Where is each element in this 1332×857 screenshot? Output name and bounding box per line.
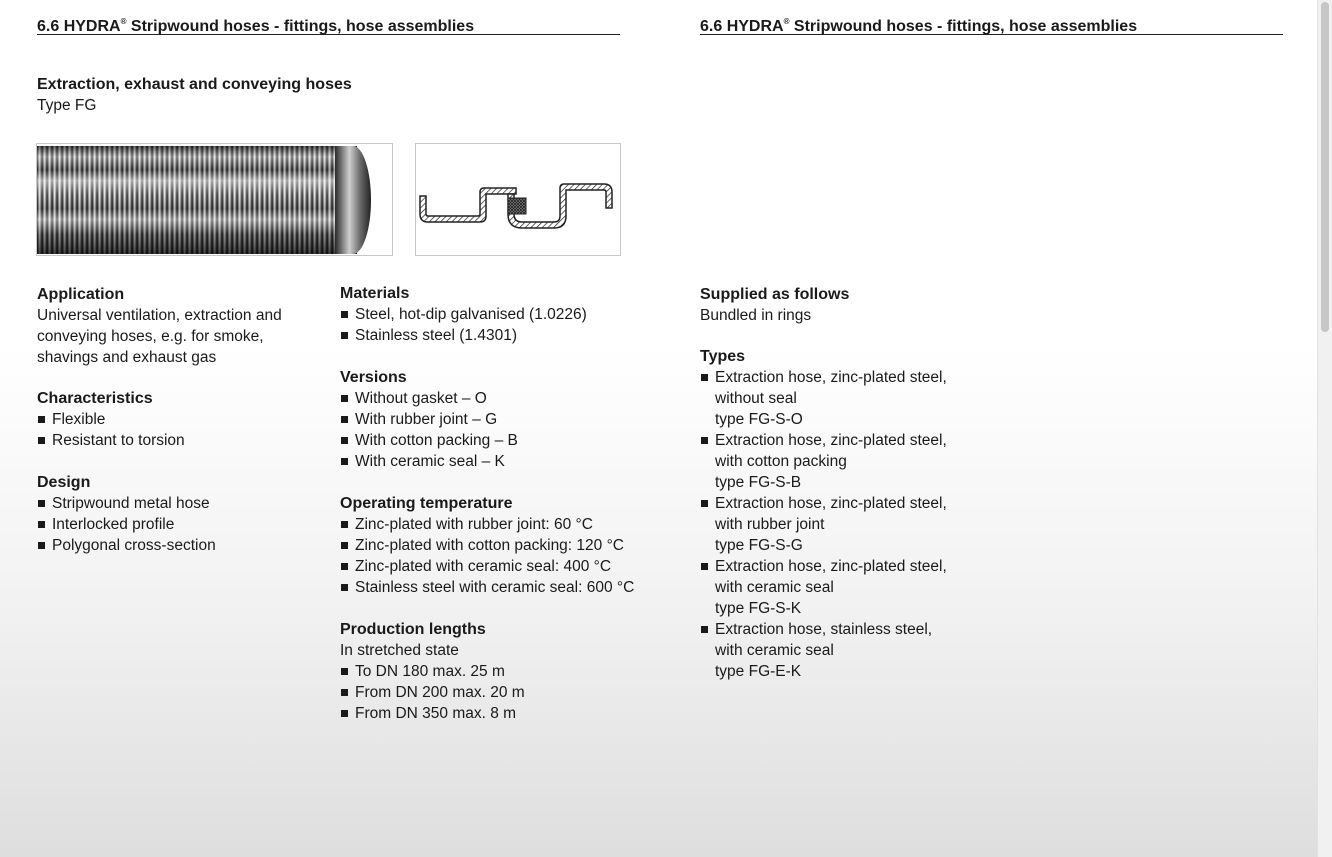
list-item: Stainless steel (1.4301)	[340, 325, 587, 346]
list-item: Interlocked profile	[37, 514, 216, 535]
type-line: Extraction hose, zinc-plated steel,	[715, 495, 947, 512]
product-heading	[37, 74, 352, 116]
type-line: Extraction hose, zinc-plated steel,	[715, 558, 947, 575]
application-line: conveying hoses, e.g. for smoke,	[37, 328, 264, 345]
supplied-section	[700, 284, 849, 326]
product-title: Extraction, exhaust and conveying hoses	[37, 76, 352, 93]
application-title: Application	[37, 286, 125, 303]
materials-title: Materials	[340, 285, 410, 302]
page-header-right	[700, 12, 1283, 35]
type-item	[700, 556, 947, 619]
type-item	[700, 430, 947, 493]
list-item: Stripwound metal hose	[37, 493, 216, 514]
interlocked-profile-icon	[416, 144, 620, 255]
list-item: From DN 200 max. 20 m	[340, 682, 525, 703]
design-section	[37, 472, 216, 556]
list-item: Steel, hot-dip galvanised (1.0226)	[340, 304, 587, 325]
type-item	[700, 619, 947, 682]
type-line: with ceramic seal	[715, 642, 834, 659]
types-section	[700, 346, 947, 682]
production-lengths-title: Production lengths	[340, 621, 486, 638]
header-left-prefix: 6.6 HYDRA	[37, 18, 121, 35]
supplied-text: Bundled in rings	[700, 307, 812, 324]
type-line: without seal	[715, 390, 797, 407]
header-left-rest: Stripwound hoses - fittings, hose assemblies	[126, 18, 475, 35]
versions-section	[340, 367, 518, 472]
registered-mark: ®	[120, 17, 127, 26]
page-header-left	[37, 12, 620, 35]
production-lengths-section	[340, 619, 525, 724]
type-line: Extraction hose, zinc-plated steel,	[715, 432, 947, 449]
type-item	[700, 367, 947, 430]
scrollbar-thumb[interactable]	[1321, 2, 1329, 332]
operating-temperature-section	[340, 493, 634, 598]
list-item: With cotton packing – B	[340, 430, 518, 451]
list-item: Without gasket – O	[340, 388, 518, 409]
application-line: shavings and exhaust gas	[37, 349, 217, 366]
type-code: type FG-S-K	[715, 600, 802, 617]
list-item: Polygonal cross-section	[37, 535, 216, 556]
list-item: With ceramic seal – K	[340, 451, 518, 472]
type-line: Extraction hose, zinc-plated steel,	[715, 369, 947, 386]
production-lengths-subtitle: In stretched state	[340, 642, 459, 659]
vertical-scrollbar[interactable]	[1317, 0, 1332, 857]
registered-mark: ®	[783, 17, 790, 26]
list-item: Zinc-plated with cotton packing: 120 °C	[340, 535, 634, 556]
versions-title: Versions	[340, 369, 407, 386]
list-item: Resistant to torsion	[37, 430, 185, 451]
profile-drawing	[415, 143, 621, 256]
product-type: Type FG	[37, 97, 97, 114]
type-line: with ceramic seal	[715, 579, 834, 596]
characteristics-title: Characteristics	[37, 390, 153, 407]
type-code: type FG-S-G	[715, 537, 803, 554]
type-code: type FG-S-B	[715, 474, 802, 491]
list-item: Zinc-plated with rubber joint: 60 °C	[340, 514, 634, 535]
supplied-title: Supplied as follows	[700, 286, 850, 303]
type-line: with rubber joint	[715, 516, 825, 533]
operating-temperature-title: Operating temperature	[340, 495, 513, 512]
header-right-prefix: 6.6 HYDRA	[700, 18, 784, 35]
type-code: type FG-E-K	[715, 663, 802, 680]
type-item	[700, 493, 947, 556]
type-line: with cotton packing	[715, 453, 847, 470]
list-item: Flexible	[37, 409, 185, 430]
design-title: Design	[37, 474, 91, 491]
application-section	[37, 284, 282, 368]
application-line: Universal ventilation, extraction and	[37, 307, 282, 324]
list-item: With rubber joint – G	[340, 409, 518, 430]
list-item: Zinc-plated with ceramic seal: 400 °C	[340, 556, 634, 577]
materials-section	[340, 283, 587, 346]
characteristics-section	[37, 388, 185, 451]
header-right-rest: Stripwound hoses - fittings, hose assemblies	[789, 18, 1138, 35]
list-item: To DN 180 max. 25 m	[340, 661, 525, 682]
list-item: From DN 350 max. 8 m	[340, 703, 525, 724]
type-code: type FG-S-O	[715, 411, 803, 428]
types-title: Types	[700, 348, 746, 365]
list-item: Stainless steel with ceramic seal: 600 °C	[340, 577, 634, 598]
stripwound-hose-icon	[37, 146, 357, 254]
hose-end-icon	[335, 146, 371, 254]
hose-photo	[36, 143, 393, 256]
type-line: Extraction hose, stainless steel,	[715, 621, 933, 638]
